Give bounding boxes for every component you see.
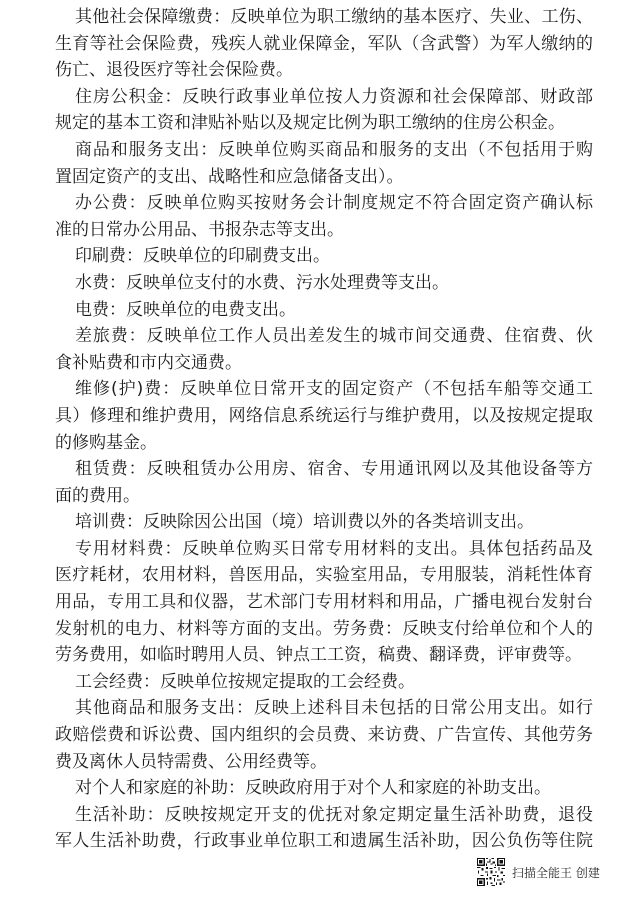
paragraph-union-funds	[55, 669, 593, 696]
paragraph-line: 具）修理和维护费用，网络信息系统运行与维护费用，以及按规定提取	[55, 405, 593, 426]
scanner-watermark	[477, 858, 600, 886]
paragraph-subsidies-to-individuals-and-families	[55, 775, 593, 802]
paragraph-line: 其他社会保障缴费：反映单位为职工缴纳的基本医疗、失业、工伤、	[75, 7, 593, 27]
paragraph-line: 规定的基本工资和津贴补贴以及规定比例为职工缴纳的住房公积金。	[55, 113, 565, 134]
paragraph-office-expenses	[55, 190, 593, 243]
document-body	[55, 4, 593, 855]
paragraph-electricity-fees	[55, 297, 593, 324]
paragraph-line: 食补贴费和市内交通费。	[55, 352, 242, 373]
paragraph-line: 政赔偿费和诉讼费、国内组织的会员费、来访费、广告宣传、其他劳务	[55, 725, 593, 746]
paragraph-line: 工会经费：反映单位按规定提取的工会经费。	[75, 671, 415, 692]
paragraph-line: 印刷费：反映单位的印刷费支出。	[75, 246, 330, 267]
paragraph-line: 住房公积金：反映行政事业单位按人力资源和社会保障部、财政部	[75, 86, 593, 107]
paragraph-line: 租赁费：反映租赁办公用房、宿舍、专用通讯网以及其他设备等方	[75, 459, 593, 480]
paragraph-line: 生活补助：反映按规定开支的优抚对象定期定量生活补助费，退役	[75, 804, 593, 825]
paragraph-line: 生育等社会保险费，残疾人就业保障金，军队（含武警）为军人缴纳的	[55, 33, 593, 54]
paragraph-special-materials-fees	[55, 536, 593, 669]
paragraph-line: 劳务费用，如临时聘用人员、钟点工工资，稿费、翻译费，评审费等。	[55, 645, 582, 666]
paragraph-training-fees	[55, 509, 593, 536]
paragraph-line: 面的费用。	[55, 485, 140, 506]
watermark-text: 扫描全能王 创建	[512, 865, 600, 880]
paragraph-travel-expenses	[55, 323, 593, 376]
paragraph-housing-provident-fund	[55, 84, 593, 137]
paragraph-line: 用品，专用工具和仪器，艺术部门专用材料和用品，广播电视台发射台	[55, 592, 593, 613]
paragraph-printing-fees	[55, 243, 593, 270]
paragraph-line: 费及离休人员特需费、公用经费等。	[55, 751, 327, 772]
paragraph-line: 军人生活补助费，行政事业单位职工和遗属生活补助，因公负伤等住院	[55, 831, 593, 852]
paragraph-line: 伤亡、退役医疗等社会保险费。	[55, 60, 293, 81]
paragraph-living-subsidies	[55, 802, 593, 855]
paragraph-line: 的修购基金。	[55, 432, 157, 453]
paragraph-line: 置固定资产的支出、战略性和应急储备支出）。	[55, 166, 404, 187]
paragraph-line: 医疗耗材，农用材料，兽医用品，实验室用品，专用服装，消耗性体育	[55, 565, 593, 586]
paragraph-line: 办公费：反映单位购买按财务会计制度规定不符合固定资产确认标	[75, 193, 593, 214]
paragraph-line: 水费：反映单位支付的水费、污水处理费等支出。	[75, 272, 449, 293]
paragraph-goods-and-services	[55, 137, 593, 190]
paragraph-line: 培训费：反映除因公出国（境）培训费以外的各类培训支出。	[75, 512, 534, 533]
qr-code-icon	[477, 858, 505, 886]
paragraph-line: 其他商品和服务支出：反映上述科目未包括的日常公用支出。如行	[75, 698, 593, 719]
paragraph-line: 专用材料费：反映单位购买日常专用材料的支出。具体包括药品及	[75, 538, 593, 559]
paragraph-line: 商品和服务支出：反映单位购买商品和服务的支出（不包括用于购	[75, 139, 593, 160]
paragraph-line: 电费：反映单位的电费支出。	[75, 299, 296, 320]
paragraph-line: 准的日常办公用品、书报杂志等支出。	[55, 219, 344, 240]
paragraph-maintenance-fees	[55, 376, 593, 456]
paragraph-water-fees	[55, 270, 593, 297]
paragraph-other-social-security-fees	[55, 4, 593, 84]
paragraph-line: 差旅费：反映单位工作人员出差发生的城市间交通费、住宿费、伙	[75, 326, 593, 347]
paragraph-line: 发射机的电力、材料等方面的支出。劳务费：反映支付给单位和个人的	[55, 618, 593, 639]
paragraph-rental-fees	[55, 456, 593, 509]
paragraph-line: 对个人和家庭的补助：反映政府用于对个人和家庭的补助支出。	[75, 778, 551, 799]
paragraph-line: 维修(护)费：反映单位日常开支的固定资产（不包括车船等交通工	[75, 379, 593, 400]
paragraph-other-goods-and-services	[55, 695, 593, 775]
